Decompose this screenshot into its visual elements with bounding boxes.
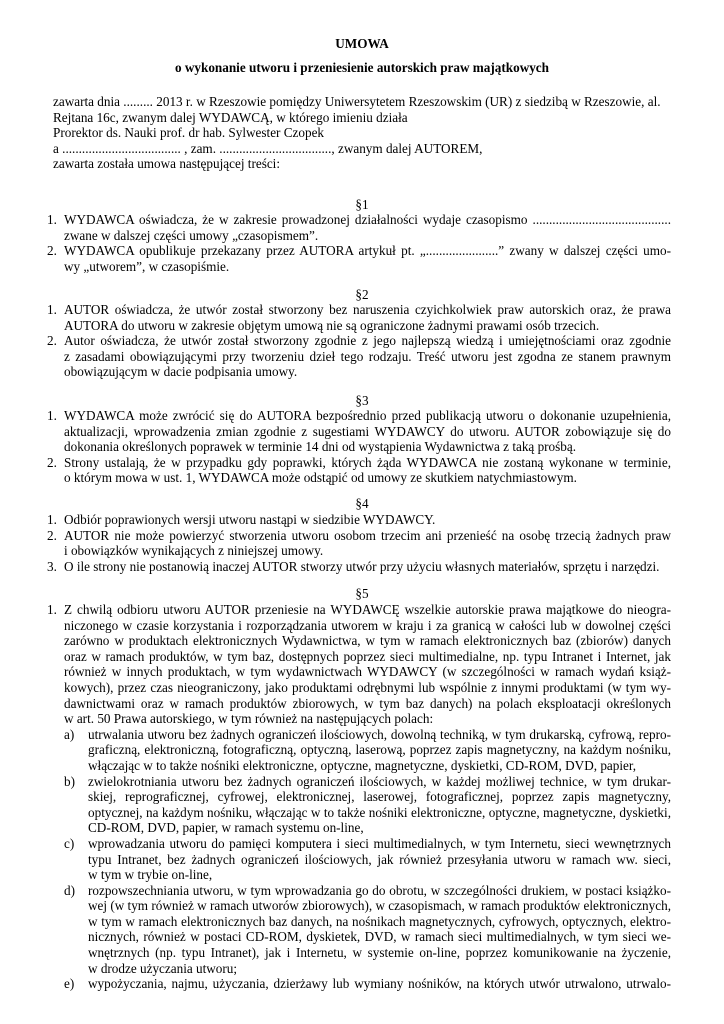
- intro-line: Rejtana 16c, zwanym dalej WYDAWCĄ, w którego imieniu działa: [53, 109, 408, 125]
- item-line: kowych), przez czas nieograniczony, jako produktami odrębnymi lub wspólnie z innymi produktami (w tym wy-: [64, 679, 671, 695]
- item-line: Z chwilą odbioru utworu AUTOR przeniesie na WYDAWCĘ wszelkie autorskie prawa majątkowe do nieogra-: [64, 602, 671, 617]
- sub-item-letter: a): [64, 726, 75, 742]
- item-line: również w innych produktach, w tym wydawnictwach WYDAWCY (w szczególności w ramach wydań książ-: [64, 664, 671, 680]
- list-item: [47, 512, 671, 528]
- item-line: dokonania określonych poprawek w terminie 14 dni od wystąpienia Wydawnictwa z taką prośbą.: [64, 439, 577, 455]
- list-item: [47, 454, 671, 486]
- item-line: wy „utworem”, w czasopiśmie.: [64, 258, 230, 274]
- document-subtitle: o wykonanie utworu i przeniesienie autorskich praw majątkowych: [174, 60, 549, 75]
- item-number: 2.: [47, 454, 57, 470]
- intro-line: Prorektor ds. Nauki prof. dr hab. Sylwester Czopek: [53, 125, 325, 141]
- list-item: [47, 243, 671, 274]
- section-3-list: [47, 408, 671, 486]
- list-item: [47, 602, 671, 992]
- item-line: zwielokrotniania utworu bez żadnych ograniczeń ilościowych, w każdej możliwej technice, w tym drukar-: [88, 773, 671, 789]
- sub-item: [64, 836, 671, 883]
- item-number: 1.: [47, 302, 57, 317]
- sub-item: [64, 774, 671, 836]
- item-number: 1.: [47, 602, 57, 617]
- item-line: zarówno w produktach elektronicznych Wydawnictwa, w tym w ramach elektronicznych baz (zbiorów) danych: [64, 633, 671, 649]
- list-item: [47, 212, 671, 243]
- list-item: [47, 302, 671, 333]
- item-line: wej (w tym również w ramach utworów zbiorowych), w czasopismach, w ramach produktów elektronicznych,: [88, 898, 671, 914]
- item-line: włączając w to także nośniki elektroniczne, optyczne, magnetyczne, dyskietki, CD-ROM, DVD, papier,: [88, 757, 637, 773]
- item-line: zwane w dalszej części umowy „czasopismem”.: [64, 227, 319, 243]
- item-line: aktualizacji, wprowadzenia zmian zgodnie z sugestiami WYDAWCY do utworu. AUTOR zobowiązuje się do: [64, 423, 671, 439]
- item-line: typu Intranet, bez żadnych ograniczeń ilościowych, jak również przesyłania utworu w ramach ww. sieci,: [88, 851, 671, 867]
- sub-item-letter: b): [64, 773, 75, 789]
- list-item: [47, 333, 671, 380]
- item-line: oraz w ramach produktów, w tym baz, dostępnych poprzez sieci multimedialne, np. typu Intranet i Internet, jak: [64, 648, 671, 664]
- intro-line: zawarta została umowa następującej treści:: [53, 156, 281, 172]
- item-number: 2.: [47, 333, 57, 349]
- section-1-list: [47, 212, 671, 274]
- item-line: wypożyczania, najmu, użyczania, dzierżawy lub wymiany nośników, na których utwór utrwalono, utrwalo-: [88, 976, 671, 992]
- item-line: WYDAWCA może zwrócić się do AUTORA bezpośrednio przed publikacją utworu o dokonanie uzupełnienia,: [64, 408, 671, 423]
- item-line: o którym mowa w ust. 1, WYDAWCA może odstąpić od umowy ze skutkiem natychmiastowym.: [64, 470, 577, 486]
- list-item: [47, 408, 671, 455]
- item-line: AUTORA do utworu w zakresie objętym umową nie są ograniczone żadnymi prawami osób trzecich.: [64, 317, 600, 333]
- item-line: obowiązującym w dacie podpisania umowy.: [64, 364, 298, 380]
- item-line: Autor oświadcza, że utwór został stworzony zgodnie z jego najlepszą wiedzą i umiejętnościami oraz zgodnie: [64, 333, 671, 349]
- document-title: UMOWA: [335, 36, 389, 51]
- item-line: WYDAWCA oświadcza, że w zakresie prowadzonej działalności wydaje czasopismo ..........................................: [64, 212, 671, 227]
- section-2-list: [47, 302, 671, 380]
- item-line: niczonego w czasie korzystania i rozporządzania utworem w kraju i za granicą w całości lub w dowolnej części: [64, 617, 671, 633]
- section-heading-2: §2: [355, 287, 369, 302]
- section-heading-1: §1: [355, 197, 369, 212]
- item-number: 3.: [47, 558, 57, 574]
- section-4-list: [47, 512, 671, 574]
- sub-item: [64, 883, 671, 977]
- item-line: w tym w trybie on-line,: [88, 867, 213, 883]
- sub-item: [64, 976, 671, 992]
- item-line: w tym w ramach elektronicznych baz danych, na nośnikach magnetycznych, cyfrowych, optycznych, elektro-: [88, 913, 671, 929]
- intro-line: a .................................... , zam. .................................., zwanym dalej AUTOREM,: [53, 140, 483, 156]
- item-line: i obowiązków wynikających z niniejszej umowy.: [64, 543, 324, 559]
- contract-page: [47, 0, 671, 1024]
- item-line: Strony ustalają, że w przypadku gdy poprawki, których żąda WYDAWCA nie zostaną wykonane w terminie,: [64, 454, 671, 470]
- item-line: AUTOR nie może powierzyć stworzenia utworu osobom trzecim ani przenieść na osobę trzecią żadnych praw: [64, 527, 671, 543]
- intro-line: zawarta dnia ......... 2013 r. w Rzeszowie pomiędzy Uniwersytetem Rzeszowskim (UR) z siedzibą w Rzeszowie, al.: [53, 94, 661, 109]
- item-line: w drodze użyczania utworu;: [88, 960, 238, 976]
- item-number: 2.: [47, 243, 57, 259]
- list-item: [47, 558, 671, 575]
- item-number: 1.: [47, 408, 57, 423]
- sub-item: [64, 727, 671, 774]
- item-line: rozpowszechniania utworu, w tym wprowadzania go do obrotu, w szczególności drukiem, w postaci książko-: [88, 882, 671, 898]
- sub-item-letter: d): [64, 882, 75, 898]
- section-heading-5: §5: [355, 586, 369, 601]
- item-line: wprowadzania utworu do pamięci komputera i sieci multimedialnych, w tym Internetu, sieci wewnętrznych: [88, 835, 671, 851]
- item-line: skiej, reprograficznej, cyfrowej, elektronicznej, laserowej, fotograficznej, poprzez zapis magnetyczny,: [88, 789, 671, 805]
- item-line: graficzną, elektroniczną, fotograficzną, optyczną, laserową, poprzez zapis magnetyczny, na każdym nośniku,: [88, 742, 671, 758]
- list-item: [47, 527, 671, 559]
- item-line: utrwalania utworu bez żadnych ograniczeń ilościowych, dowolną techniką, w tym drukarską, cyfrową, repro-: [88, 726, 671, 742]
- item-line: z zasadami obowiązującymi przy tworzeniu dzieł tego rodzaju. Treść utworu jest zgodna ze stanem prawnym: [64, 348, 671, 364]
- item-line: WYDAWCA opublikuje przekazany przez AUTORA artykuł pt. „......................” zwany w dalszej części umo-: [64, 243, 671, 259]
- item-number: 1.: [47, 212, 57, 227]
- sub-item-letter: c): [64, 835, 75, 851]
- item-number: 1.: [47, 512, 57, 527]
- item-line: Odbiór poprawionych wersji utworu nastąpi w siedzibie WYDAWCY.: [64, 512, 436, 527]
- item-line: CD-ROM, DVD, papier, w ramach systemu on-line,: [88, 820, 364, 836]
- item-line: optycznej, na każdym nośniku, włączając w to także nośniki elektroniczne, optyczne, magnetyczne, dyskietki,: [88, 804, 671, 820]
- item-line: wnętrznych (np. typu Intranet), jak i Internetu, w systemie on-line, poprzez komunikowanie na życzenie,: [88, 945, 671, 961]
- section-5-list: [47, 602, 671, 992]
- item-line: nicznych, również w postaci CD-ROM, dyskietek, DVD, w ramach sieci multimedialnych, w tym sieci we-: [88, 929, 671, 945]
- item-line: AUTOR oświadcza, że utwór został stworzony bez naruszenia czyichkolwiek praw autorskich oraz, że prawa: [64, 302, 671, 317]
- sub-item-letter: e): [64, 976, 75, 992]
- item-line: O ile strony nie postanowią inaczej AUTOR stworzy utwór przy użyciu własnych materiałów, sprzętu i narzędzi.: [64, 558, 660, 574]
- item-number: 2.: [47, 527, 57, 543]
- section-heading-4: §4: [355, 496, 369, 511]
- section-heading-3: §3: [355, 393, 369, 408]
- item-line: w art. 50 Prawa autorskiego, w tym również na następujących polach:: [64, 711, 434, 727]
- item-line: dawnictwami oraz w ramach produktów zbiorowych, w tym baz danych) na polach eksploatacji określonych: [64, 695, 671, 711]
- contract-intro: [53, 94, 671, 172]
